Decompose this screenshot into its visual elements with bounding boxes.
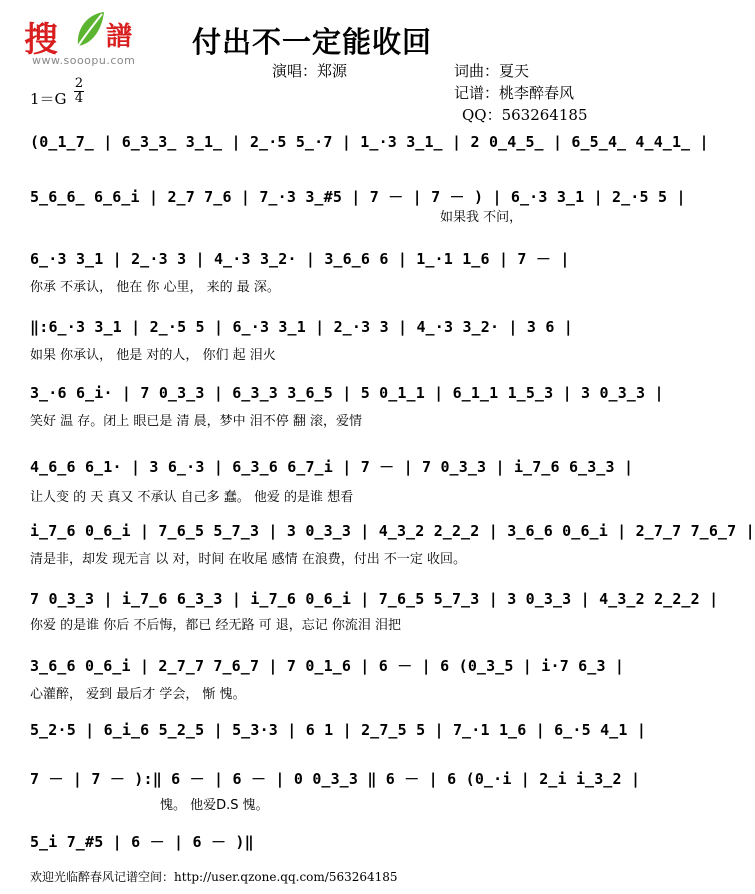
singer: 演唱：郑源 bbox=[272, 62, 348, 80]
notation-line: 5̲6̲6̲ 6̲6̲i | 2̲7 7̲6 | 7̲·3 3̲#5 | 7 － | 7 － ) | 6̲·3 3̲1 | 2̲·5 5 | bbox=[30, 188, 686, 206]
lyric-line: 如果我 不问， bbox=[440, 210, 523, 225]
page-title: 付出不一定能收回 bbox=[192, 25, 433, 59]
key-signature: 1＝G bbox=[30, 90, 67, 108]
lyric-line: 愧。 他爱D.S 愧。 bbox=[160, 798, 269, 813]
footer-text: 欢迎光临醉春风记谱空间：http://user.qzone.qq.com/563264185 bbox=[30, 870, 398, 884]
notation-line: ‖:6̲·3 3̲1 | 2̲·5 5 | 6̲·3 3̲1 | 2̲·3 3 | 4̲·3 3̲2· | 3 6 | bbox=[30, 318, 574, 336]
lyric-line: 你承 不承认， 他在 你 心里， 来的 最 深。 bbox=[30, 280, 280, 295]
notation-line: 7 0̲3̲3 | i̲7̲6 6̲3̲3 | i̲7̲6 0̲6̲i | 7̲6̲5 5̲7̲3 | 3 0̲3̲3 | 4̲3̲2 2̲2̲2 | bbox=[30, 590, 719, 608]
notation-line: 5̲2·5 | 6̲i̲6 5̲2̲5 | 5̲3·3 | 6 1 | 2̲7̲5 5 | 7̲·1 1̲6 | 6̲·5 4̲1 | bbox=[30, 721, 647, 739]
logo-char-pu: 譜 bbox=[106, 22, 133, 52]
notation-line: 4̲6̲6 6̲1· | 3 6̲·3 | 6̲3̲6 6̲7̲i | 7 － | 7 0̲3̲3 | i̲7̲6 6̲3̲3 | bbox=[30, 458, 634, 476]
leaf-icon bbox=[72, 10, 106, 50]
time-denominator: 4 bbox=[74, 91, 84, 106]
lyric-line: 如果 你承认， 他是 对的人， 你们 起 泪火 bbox=[30, 348, 276, 363]
notation-line: 3̲·6 6̲i· | 7 0̲3̲3 | 6̲3̲3 3̲6̲5 | 5 0̲1̲1 | 6̲1̲1 1̲5̲3 | 3 0̲3̲3 | bbox=[30, 384, 664, 402]
notation-line: i̲7̲6 0̲6̲i | 7̲6̲5 5̲7̲3 | 3 0̲3̲3 | 4̲3̲2 2̲2̲2 | 3̲6̲6 0̲6̲i | 2̲7̲7 7̲6̲7 | bbox=[30, 522, 755, 540]
lyric-line: 你爱 的是谁 你后 不后悔，都已 经无路 可 退，忘记 你流泪 泪把 bbox=[30, 618, 402, 633]
lyricist: 词曲：夏天 bbox=[454, 62, 530, 80]
transcriber: 记谱：桃李醉春风 bbox=[454, 84, 575, 102]
logo-char-sou: 搜 bbox=[24, 20, 58, 60]
notation-line: (0̲1̲7̲ | 6̲3̲3̲ 3̲1̲ | 2̲·5 5̲·7 | 1̲·3 3̲1̲ | 2 0̲4̲5̲ | 6̲5̲4̲ 4̲4̲1̲ | bbox=[30, 133, 709, 151]
lyric-line: 让人变 的 天 真又 不承认 自己多 蠢。 他爱 的是谁 想看 bbox=[30, 490, 354, 505]
time-numerator: 2 bbox=[74, 76, 84, 91]
logo bbox=[24, 8, 194, 70]
notation-line: 7 － | 7 － ):‖ 6 － | 6 － | 0 0̲3̲3 ‖ 6 － | 6 (0̲·i | 2̲i i̲3̲2 | bbox=[30, 770, 641, 788]
time-signature bbox=[74, 78, 84, 105]
lyric-line: 心灌醉， 爱到 最后才 学会， 惭 愧。 bbox=[30, 687, 246, 702]
notation-line: 6̲·3 3̲1 | 2̲·3 3 | 4̲·3 3̲2· | 3̲6̲6 6 | 1̲·1 1̲6 | 7 － | bbox=[30, 250, 570, 268]
notation-line: 5̲i 7̲#5 | 6 － | 6 － )‖ bbox=[30, 833, 254, 851]
lyric-line: 清是非，却发 现无言 以 对，时间 在收尾 感情 在浪费，付出 不一定 收回。 bbox=[30, 552, 467, 567]
logo-url: www.sooopu.com bbox=[32, 54, 136, 67]
lyric-line: 笑好 温 存。闭上 眼已是 清 晨，梦中 泪不停 翻 滚，爱情 bbox=[30, 414, 363, 429]
qq-number: QQ：563264185 bbox=[462, 106, 588, 124]
notation-line: 3̲6̲6 0̲6̲i | 2̲7̲7 7̲6̲7 | 7 0̲1̲6 | 6 － | 6 (0̲3̲5 | i·7 6̲3 | bbox=[30, 657, 625, 675]
